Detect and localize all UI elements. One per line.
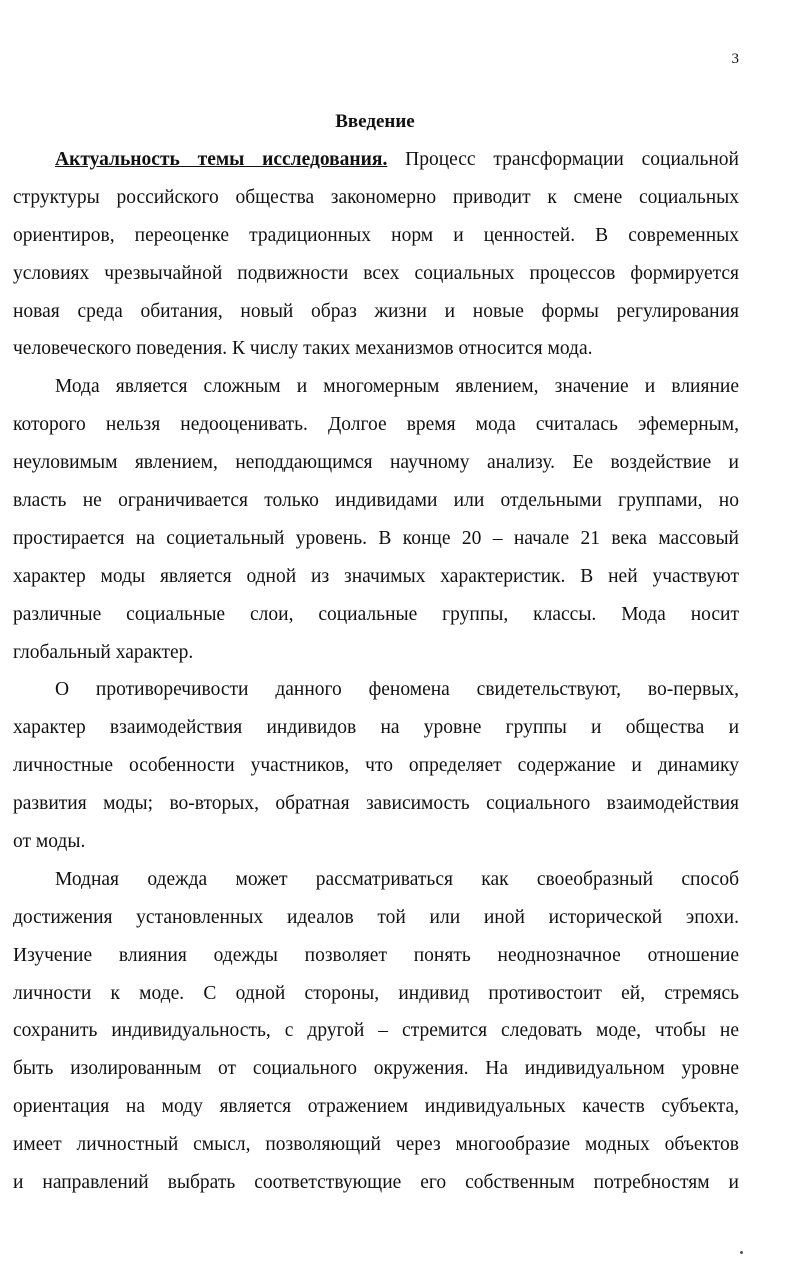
paragraph-line: различные социальные слои, социальные группы, классы. Мода носит	[13, 603, 739, 625]
paragraph-line: власть не ограничивается только индивидами или отдельными группами, но	[13, 490, 739, 512]
paragraph-line: характер моды является одной из значимых характеристик. В ней участвуют	[13, 565, 739, 587]
paragraph-line: ориентиров, переоценке традиционных норм и ценностей. В современных	[13, 224, 739, 246]
paragraph-line: ориентация на моду является отражением индивидуальных качеств субъекта,	[13, 1096, 739, 1118]
paragraph-line: О противоречивости данного феномена свидетельствуют, во-первых,	[55, 679, 739, 701]
paragraph-line: условиях чрезвычайной подвижности всех социальных процессов формируется	[13, 262, 739, 284]
paragraph-line: личностные особенности участников, что определяет содержание и динамику	[13, 755, 739, 777]
paragraph-line: человеческого поведения. К числу таких механизмов относится мода.	[13, 338, 593, 360]
paragraph-line: от моды.	[13, 831, 86, 853]
page-number: 3	[731, 51, 739, 67]
paragraph-line: которого нельзя недооценивать. Долгое время мода считалась эфемерным,	[13, 414, 739, 436]
paragraph-line: быть изолированным от социального окружения. На индивидуальном уровне	[13, 1058, 739, 1080]
paragraph-line: развития моды; во-вторых, обратная зависимость социального взаимодействия	[13, 793, 739, 815]
paragraph-line: имеет личностный смысл, позволяющий через многообразие модных объектов	[13, 1134, 739, 1156]
paragraph-line: структуры российского общества закономерно приводит к смене социальных	[13, 186, 739, 208]
body-text	[13, 141, 739, 1202]
paragraph-line: глобальный характер.	[13, 641, 194, 663]
paragraph-line: простирается на социетальный уровень. В конце 20 – начале 21 века массовый	[13, 527, 739, 549]
page-title: Введение	[335, 111, 415, 132]
paragraph-line: сохранить индивидуальность, с другой – стремится следовать моде, чтобы не	[13, 1020, 739, 1042]
paragraph-line: и направлений выбрать соответствующие его собственным потребностям и	[13, 1172, 739, 1194]
paragraph-line: неуловимым явлением, неподдающимся научному анализу. Ее воздействие и	[13, 452, 739, 474]
relevance-label: Актуальность темы исследования.	[55, 149, 388, 170]
scan-speck	[740, 1251, 743, 1254]
paragraph-line: Актуальность темы исследования. Процесс трансформации социальной	[55, 149, 739, 170]
paragraph-line: Изучение влияния одежды позволяет понять неоднозначное отношение	[13, 944, 739, 966]
paragraph-line: достижения установленных идеалов той или иной исторической эпохи.	[13, 906, 739, 928]
paragraph-line: характер взаимодействия индивидов на уровне группы и общества и	[13, 717, 739, 739]
paragraph-line: новая среда обитания, новый образ жизни и новые формы регулирования	[13, 300, 739, 322]
paragraph-line: Мода является сложным и многомерным явлением, значение и влияние	[55, 376, 739, 398]
paragraph-line: Модная одежда может рассматриваться как своеобразный способ	[55, 868, 739, 890]
paragraph-line: личности к моде. С одной стороны, индивид противостоит ей, стремясь	[13, 982, 739, 1004]
